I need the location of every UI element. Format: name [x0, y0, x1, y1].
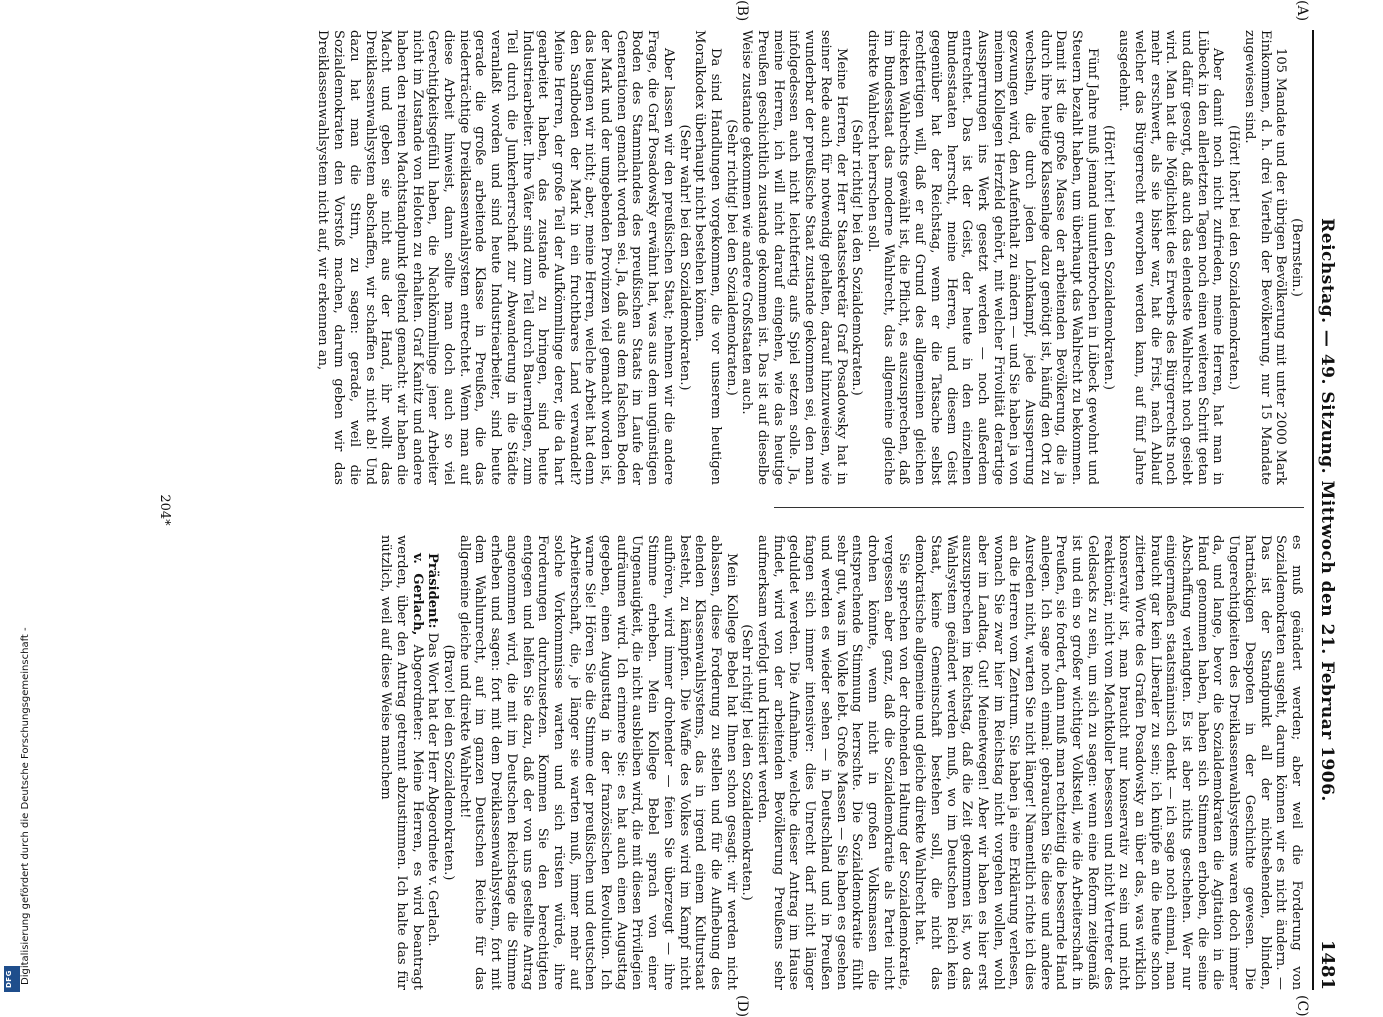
page-header — [1312, 30, 1340, 990]
paragraph: Mein Kollege Bebel hat Ihnen schon gesagt: wir werden nicht ablassen, diese Forderung zu stellen und für die Aufhebung des elenden Klassenwahlsystems, das in irgend einem Kulturstaat besteht, zu kämpfen. Die Waffe des Volkes wird im Kampf nicht aufhören, wird immer drohender — feien Sie überzeugt — ihre Stimme erheben. Mein Kollege Bebel sprach von einer Ungenauigkeit, die nicht ausbleiben wird, die mit diesen Privilegien aufräumen wird. Ich erinnere Sie: es hat auch einen Augusttag gegeben, einen Augusttag in der französischen Revolution. Ich warne Sie! Hören Sie die Stimme der preußischen und deutschen Arbeiterschaft, die, je länger sie warten muß, immer mehr auf solche Vorkommnisse warten und sich rüsten würde, ihre Forderungen durchzusetzen. Kommen Sie den berechtigten entgegen und helfen Sie dazu, daß der von uns gestellte Antrag angenommen wird, die mit im Deutschen Reichstage die Stimme erheben und sagen: fort mit dem Dreiklassenwahlsystem, fort mit dem Wahlunrecht, auf im ganzen Deutschen Reiche für das allgemeine gleiche und direkte Wahlrecht! — [456, 535, 739, 990]
speaker-tag: (Bernstein.) — [1289, 218, 1304, 297]
president-statement — [425, 535, 441, 990]
interjection: (Sehr richtig! bei den Sozialdemokraten.) — [723, 119, 739, 396]
paragraph: Fünf Jahre muß jemand ununterbrochen in Lübeck gewohnt und Steuern bezahlt haben, um überhaupt das Wahlrecht zu bekommen. Damit ist die große Masse der arbeitenden Bevölkerung, die ja durch ihre heutige Klassenlage dazu genötigt ist, häufig den Ort zu wechseln, die durch jeden Lohnkampf, jede Aussperrung gezwungen wird, den Aufenthalt zu ändern — und Sie haben ja von meinem Kollegen Herzfeld gehört, mit welcher Frivolität derartige Aussperrungen ins Werk gesetzt werden — noch außerdem entrechtet. Das ist der Geist, der heute in den einzelnen Bundesstaaten herrscht, meine Herren, und diesem Geist gegenüber hat der Reichstag, wenn er die Tatsache selbst rechtfertigen will, daß er auf Grund des allgemeinen gleichen direkten Wahlrechts gewählt ist, die Pflicht, es auszusprechen, daß im Bundesstaat das moderne Wahlrecht, das allgemeine gleiche direkte Wahlrecht herrschen soll. — [865, 30, 1100, 485]
gerlach-label: v. Gerlach, — [409, 553, 425, 636]
interjection: (Sehr wahr! bei den Sozialdemokraten.) — [676, 124, 692, 391]
paragraph: Aber lassen wir den preußischen Staat; nehmen wir die andere Frage, die Graf Posadowsky erwähnt hat, was aus dem ungünstigen Boden des Stammlandes des preußischen Staats im Laufe der Generationen gemacht worden sei. Ja, daß aus dem falschen Boden der Mark und der umgebenden Provinzen viel gemacht worden ist, das leugnen wir nicht; aber, meine Herren, welche Arbeit hat denn den Sandboden der Mark in ein fruchtbares Land verwandelt? Meine Herren, der große Teil der Aufkömmlinge derer, die da hart gearbeitet haben, das zustande zu bringen, sind heute Industriearbeiter. Ihre Väter sind zum Teil durch Bauernlegen, zum Teil durch die Junkerherrschaft zur Abwanderung in die Städte veranlaßt worden und sind heute Industriearbeiter, sind heute gerade die große arbeitende Klasse in Preußen, die das niederträchtige Dreiklassenwahlsystem entrechtet. Wenn man auf diese Arbeit hinweist, dann sollte man doch auch so viel Gerechtigkeitsgefühl haben, die Nachkömmlinge jener Arbeiter nicht im Zustande von Heloten zu erhalten. Graf Kanitz und andere haben den reinen Machtstandpunkt geltend gemacht: wir haben die Macht und geben sie nicht aus der Hand, ihr wollt das Dreiklassenwahlsystem abschaffen, wir schaffen es nicht ab! Und dazu hat man die Stirn, zu sagen: gerade, weil die Sozialdemokraten den Vorstoß machen, darum geben wir das Dreiklassenwahlsystem nicht auf, wir erkennen an, — [315, 30, 676, 485]
interjection: (Hört! hört! bei den Sozialdemokraten.) — [1226, 125, 1242, 390]
page-title: Reichstag. — 49. Sitzung. Mittwoch den 21. Februar 1906. — [1317, 218, 1337, 802]
digitization-credit — [6, 615, 31, 985]
dfg-logo-icon — [4, 966, 20, 992]
paragraph: 105 Mandate und der übrigen Bevölkerung mit unter 2000 Mark Einkommen, d. h. drei Vierteln der Bevölkerung, nur 15 Mandate zugewiesen sind. — [1241, 30, 1289, 485]
interjection: (Sehr richtig! bei den Sozialdemokraten.) — [739, 624, 755, 901]
president-text: Das Wort hat der Herr Abgeordnete v. Gerlach. — [425, 632, 441, 947]
margin-marker-c: (C) — [1294, 995, 1310, 1017]
paragraph: Sie sprechen von der drohenden Haltung der Sozialdemokratie, vergessen aber ganz, daß die Sozialdemokratie als Partei nicht drohen könnte, wenn nicht in großen Volksmassen die entsprechende Stimmung herrschte. Die Sozialdemokratie fühlt sehr gut, was im Volke lebt. Große Massen — Sie haben es gesehen und werden es wieder sehen — in Deutschland und in Preußen fangen sich immer intensiver: dies Unrecht darf nicht länger geduldet werden. Die Aufnahme, welche dieser Antrag im Hause findet, wird von der arbeitenden Bevölkerung Preußens sehr aufmerksam verfolgt und kritisiert werden. — [755, 535, 912, 990]
interjection: (Hört! hört! bei den Sozialdemokraten.) — [1100, 125, 1116, 390]
paragraph: es muß geändert werden; aber weil die Forderung von Sozialdemokraten ausgeht, darum können wir es nicht ändern. — Das ist der Standpunkt all der nichtsehenden, blinden, hartnäckigen Despoten in der Geschichte gewesen. Die Ungerechtigkeiten des Dreiklassenwahlsystems waren doch immer da, und lange, bevor die Sozialdemokraten die Agitation in die Hand genommen haben, haben sich Stimmen erhoben, die seine Abschaffung verlangten. Es ist aber nichts geschehen. Wer nur einigermaßen staatsmännisch denkt — ich sage noch einmal, man braucht gar kein Liberaler zu sein; ich knüpfe an die heute schon zitierten Worte des Grafen Posadowsky an über das, was wirklich konservativ ist, man braucht nur konservativ zu sein und nicht reaktionär, nicht vom Machtkoller besessen und nicht Vertreter des Geldsacks zu sein, um sich zu sagen: wenn eine Reform zeitgemäß ist und ein so großer wichtiger Volksteil, wie die Arbeiterschaft in Preußen, sie fordert, dann muß man rechtzeitig die bessernde Hand anlegen. Ich sage noch einmal: gebrauchen Sie diese und andere Ausreden nicht, warten Sie nicht länger! Namentlich richte ich dies an die Herren vom Zentrum. Sie haben ja eine Erklärung verlesen, wonach Sie zwar hier im Reichstag nicht vorgehen wollen, wohl aber im Landtag. Gut! Meinetwegen! Aber wir haben es hier erst auszusprechen im Reichstag, daß die Zeit gekommen ist, wo das Wahlsystem geändert werden muß, wo im Deutschen Reich kein Staat, keine Gemeinschaft bestehen soll, die nicht das demokratische allgemeine und gleiche direkte Wahlrecht hat. — [912, 535, 1304, 990]
margin-marker-d: (D) — [734, 995, 750, 1017]
president-label: Präsident: — [425, 553, 441, 629]
page-number: 1481 — [1317, 939, 1338, 990]
margin-marker-a: (A) — [1294, 0, 1310, 22]
column-divider — [774, 507, 1304, 508]
gerlach-statement — [378, 535, 425, 990]
logo-text: DFG — [5, 970, 13, 988]
paragraph: Aber damit noch nicht zufrieden, meine Herren, hat man in Lübeck in den allerletzten Tagen noch einen weiteren Schritt getan und dafür gesorgt, daß auch das elendeste Wahlrecht noch gesiebt wird. Man hat die Möglichkeit des Erwerbs des Bürgerrechts noch mehr erschwert, als sie bisher war, hat die Frist, nach Ablauf welcher das Bürgerrecht erworben werden kann, auf fünf Jahre ausgedehnt. — [1116, 30, 1226, 485]
interjection: (Sehr richtig! bei den Sozialdemokraten.) — [849, 119, 865, 396]
paragraph: Meine Herren, der Herr Staatssekretär Graf Posadowsky hat in seiner Rede auch für notwendig gehalten, darauf hinzuweisen, wie wunderbar der preußische Staat zustande gekommen sei, den man infolgedessen auch nicht leichtfertig aufs Spiel setzen solle. Ja, meine Herren, ich will nicht darauf eingehen, wie das heutige Preußen geschichtlich zustande gekommen ist. Das ist auf dieselbe Weise zustande gekommen wie andere Großstaaten auch. — [739, 30, 849, 485]
paragraph: Da sind Handlungen vorgekommen, die vor unserem heutigen Moralkodex überhaupt nicht bestehen können. — [692, 30, 723, 485]
margin-marker-b: (B) — [734, 0, 750, 22]
rotated-document-page — [70, 0, 1340, 1017]
interjection: (Bravo! bei den Sozialdemokraten.) — [441, 644, 457, 881]
gerlach-text: Abgeordneter: Meine Herren, es wird beantragt werden, über den Antrag getrennt abzustimmen. Ich halte das für nützlich, weil auf diese Weise manchem — [378, 535, 425, 990]
right-text-column — [174, 535, 1304, 990]
credit-text: Digitalisierung gefördert durch die Deutsche Forschungsgemeinschaft - — [20, 627, 31, 985]
left-text-column — [174, 30, 1304, 485]
sheet-number: 204* — [157, 494, 172, 526]
